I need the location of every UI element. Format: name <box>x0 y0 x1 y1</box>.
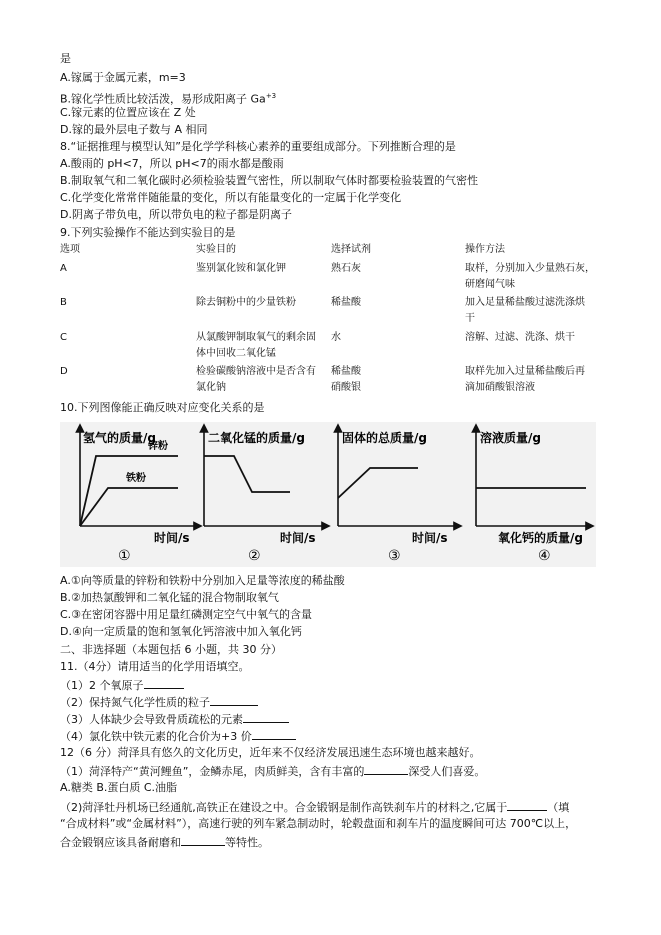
q11-item-2-text: （2）保持氮气化学性质的粒子 <box>60 696 210 709</box>
q12-part-3: “合成材料”或“金属材料”），高速行驶的列车紧急制动时，轮毂盘面和刹车片的温度瞬间可达 700℃以上， <box>60 817 577 830</box>
graph-1-series-iron: 铁粉 <box>126 473 146 484</box>
q9-row-a-method-1: 取样，分别加入少量熟石灰， <box>465 263 595 274</box>
q9-row-d-reagent-1: 稀盐酸 <box>331 366 361 377</box>
q7-stem-tail: 是 <box>60 52 71 65</box>
graph-2-xlabel: 时间/s <box>280 531 316 545</box>
q9-row-a-reagent: 熟石灰 <box>331 263 361 274</box>
q11-blank-4[interactable] <box>252 729 296 740</box>
q9-header-option: 选项 <box>60 244 80 255</box>
q12-part-2-text-b: （填 <box>547 801 570 814</box>
q9-row-d-method-1: 取样先加入过量稀盐酸后再 <box>465 366 585 377</box>
q11-item-3-text: （3）人体缺少会导致骨质疏松的元素 <box>60 713 243 726</box>
q12-part-4 <box>60 835 269 850</box>
graph-4-xlabel: 氧化钙的质量/g <box>498 531 583 545</box>
q8-option-b: B.制取氧气和二氧化碳时必须检验装置气密性，所以制取气体时都要检验装置的气密性 <box>60 174 479 187</box>
q9-row-b-method-2: 干 <box>465 313 475 324</box>
q7-option-c: C.镓元素的位置应该在 Z 处 <box>60 106 196 119</box>
q8-option-d: D.阴离子带负电，所以带负电的粒子都是阴离子 <box>60 208 292 221</box>
q12-part-1 <box>60 764 485 779</box>
q9-row-c-purpose-2: 体中回收二氧化锰 <box>196 348 276 359</box>
q12-blank-3[interactable] <box>181 835 225 846</box>
q12-blank-2[interactable] <box>507 800 547 811</box>
q9-header-method: 操作方法 <box>465 244 505 255</box>
q10-graphs-svg <box>60 422 596 567</box>
q7-option-b <box>60 89 276 107</box>
graph-2 <box>204 428 326 564</box>
q10-option-b: B.②加热氯酸钾和二氧化锰的混合物制取氧气 <box>60 591 279 604</box>
graph-1-number: ① <box>118 548 131 564</box>
q10-stem: 10.下列图像能正确反映对应变化关系的是 <box>60 401 265 414</box>
q9-row-d-method-2: 滴加硝酸银溶液 <box>465 382 535 393</box>
q11-blank-1[interactable] <box>144 678 184 689</box>
q8-option-c: C.化学变化常常伴随能量的变化，所以有能量变化的一定属于化学变化 <box>60 191 402 204</box>
q12-part-1-text-a: （1）菏泽特产“黄河鲤鱼”，金鳞赤尾，肉质鲜美，含有丰富的 <box>60 765 365 778</box>
graph-3-ylabel: 固体的总质量/g <box>342 431 427 445</box>
q9-row-d-option: D <box>60 366 68 377</box>
q8-option-a: A.酸雨的 pH<7，所以 pH<7的雨水都是酸雨 <box>60 157 284 170</box>
q10-option-d: D.④向一定质量的饱和氢氧化钙溶液中加入氧化钙 <box>60 625 302 638</box>
graph-4-number: ④ <box>538 548 551 564</box>
q9-stem: 9.下列实验操作不能达到实验目的是 <box>60 226 236 239</box>
graph-1-iron-line <box>80 488 178 526</box>
q11-item-1 <box>60 678 184 693</box>
q12-choices: A.糖类 B.蛋白质 C.油脂 <box>60 781 178 794</box>
q11-item-4 <box>60 729 296 744</box>
q9-row-c-purpose-1: 从氯酸钾制取氧气的剩余固 <box>196 332 316 343</box>
q9-row-a-method-2: 研磨闻气味 <box>465 279 515 290</box>
q10-graphs <box>60 422 596 567</box>
q7-option-a: A.镓属于金属元素，m=3 <box>60 71 186 84</box>
graph-3-number: ③ <box>388 548 401 564</box>
graph-1 <box>80 428 198 564</box>
q12-blank-1[interactable] <box>364 764 408 775</box>
q9-row-c-reagent: 水 <box>331 332 341 343</box>
q9-row-c-option: C <box>60 332 67 343</box>
graph-1-xlabel: 时间/s <box>154 531 190 545</box>
graph-4 <box>476 428 590 564</box>
q12-stem: 12（6 分）菏泽具有悠久的文化历史，近年来不仅经济发展迅速生态环境也越来越好。 <box>60 746 481 759</box>
q8-stem: 8.“证据推理与模型认知”是化学学科核心素养的重要组成部分。下列推断合理的是 <box>60 140 456 153</box>
graph-1-zinc-line <box>80 456 178 526</box>
q10-option-a: A.①向等质量的锌粉和铁粉中分别加入足量等浓度的稀盐酸 <box>60 574 345 587</box>
graph-1-ylabel: 氢气的质量/g <box>83 431 156 445</box>
q9-row-a-option: A <box>60 263 67 274</box>
q9-row-b-reagent: 稀盐酸 <box>331 297 361 308</box>
q12-part-2 <box>60 800 569 815</box>
q11-item-4-text: （4）氯化铁中铁元素的化合价为+3 价 <box>60 730 252 743</box>
q10-option-c: C.③在密闭容器中用足量红磷测定空气中氧气的含量 <box>60 608 313 621</box>
q11-item-3 <box>60 712 289 727</box>
q11-blank-2[interactable] <box>210 695 258 706</box>
q9-row-b-option: B <box>60 297 67 308</box>
graph-2-line <box>204 456 290 492</box>
q11-stem: 11.（4分）请用适当的化学用语填空。 <box>60 660 250 673</box>
q7-ion-charge: +3 <box>265 92 277 100</box>
q12-part-4-text-a: 合金锻钢应该具备耐磨和 <box>60 836 181 849</box>
q11-item-2 <box>60 695 258 710</box>
q12-part-1-text-b: 深受人们喜爱。 <box>408 765 486 778</box>
graph-2-number: ② <box>248 548 261 564</box>
q9-row-d-purpose-2: 氯化钠 <box>196 382 226 393</box>
graph-2-ylabel: 二氧化锰的质量/g <box>208 431 305 445</box>
q9-row-d-reagent-2: 硝酸银 <box>331 382 361 393</box>
q12-part-2-text-a: （2)菏泽牡丹机场已经通航,高铁正在建设之中。合金锻钢是制作高铁刹车片的材料之,它属于 <box>60 801 508 814</box>
q9-row-c-method: 溶解、过滤、洗涤、烘干 <box>465 332 575 343</box>
section-2-title: 二、非选择题（本题包括 6 小题，共 30 分） <box>60 643 282 656</box>
q12-part-4-text-b: 等特性。 <box>225 836 269 849</box>
graph-3-line <box>338 468 418 498</box>
q9-header-reagent: 选择试剂 <box>331 244 371 255</box>
q9-row-d-purpose-1: 检验碳酸钠溶液中是否含有 <box>196 366 316 377</box>
q7-option-b-text: B.镓化学性质比较活泼，易形成阳离子 Ga <box>60 92 266 106</box>
q9-row-b-purpose: 除去铜粉中的少量铁粉 <box>196 297 296 308</box>
q9-row-a-purpose: 鉴别氯化铵和氯化钾 <box>196 263 286 274</box>
graph-3 <box>338 428 458 564</box>
q11-item-1-text: （1）2 个氧原子 <box>60 679 144 692</box>
q7-option-d: D.镓的最外层电子数与 A 相同 <box>60 123 208 136</box>
q11-blank-3[interactable] <box>243 712 289 723</box>
graph-4-ylabel: 溶液质量/g <box>480 431 541 445</box>
q9-row-b-method-1: 加入足量稀盐酸过滤洗涤烘 <box>465 297 585 308</box>
graph-3-xlabel: 时间/s <box>412 531 448 545</box>
graph-1-series-zinc: 锌粉 <box>148 441 168 452</box>
q9-header-purpose: 实验目的 <box>196 244 236 255</box>
